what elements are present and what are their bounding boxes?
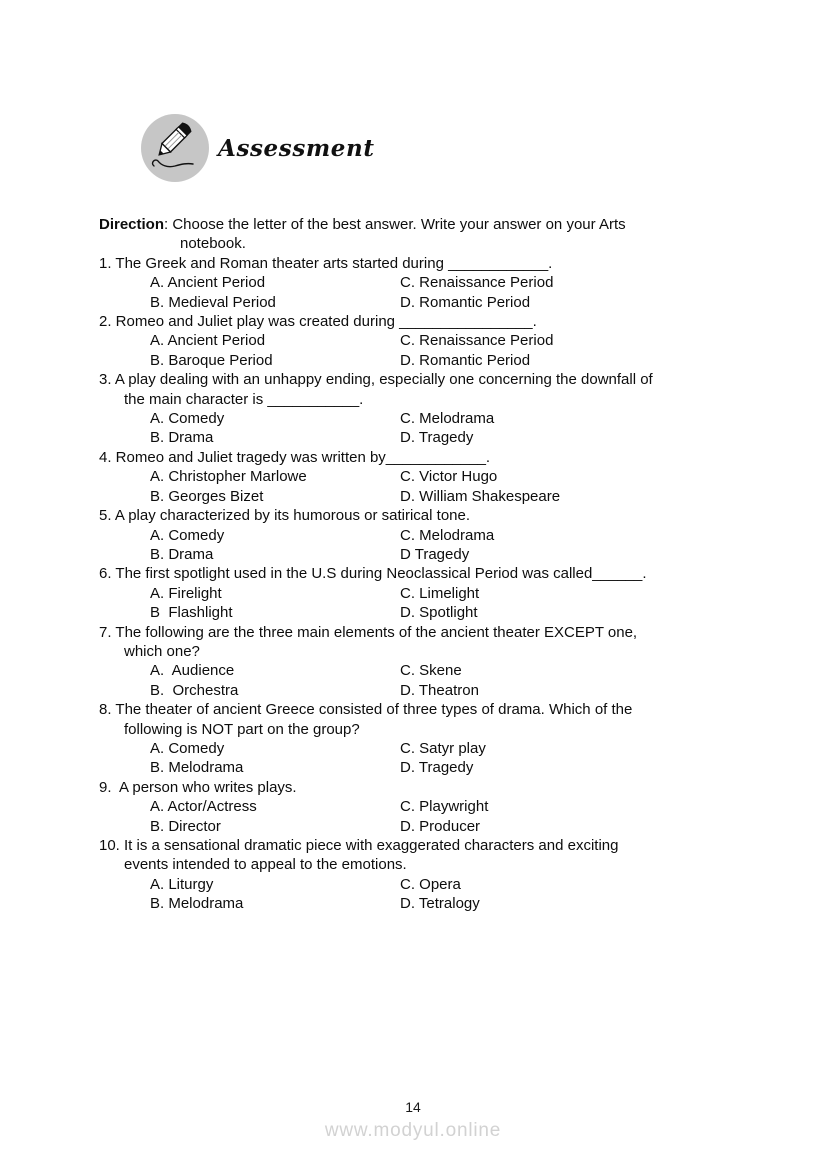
question-9-option-d: D. Producer [400,817,481,835]
question-3-option-c: C. Melodrama [400,410,495,428]
question-1-option-row-1 [99,273,759,292]
question-7-text: 7. The following are the three main elements of the ancient theater EXCEPT one, [99,623,638,641]
question-2-option-row-1 [99,331,759,350]
question-9 [99,778,759,836]
question-8-text-cont: following is NOT part on the group? [124,720,360,738]
question-4-option-row-2 [99,487,759,506]
question-10-option-d: D. Tetralogy [400,895,480,913]
question-10-option-c: C. Opera [400,875,461,893]
question-8-option-b: B. Melodrama [150,759,244,777]
question-2 [99,312,759,370]
question-8 [99,700,759,778]
question-9-option-c: C. Playwright [400,798,489,816]
question-4-option-b: B. Georges Bizet [150,487,264,505]
question-3-option-row-1 [99,409,759,428]
question-5-option-row-1 [99,526,759,545]
question-3-option-a: A. Comedy [150,410,225,428]
question-2-text: 2. Romeo and Juliet play was created during ________________. [99,313,537,331]
direction-text: : Choose the letter of the best answer. Write your answer on your Arts [164,216,626,233]
question-8-text: 8. The theater of ancient Greece consisted of three types of drama. Which of the [99,701,633,719]
question-6-option-a: A. Firelight [150,584,222,602]
question-7-option-c: C. Skene [400,662,462,680]
question-10-option-b: B. Melodrama [150,895,244,913]
question-8-option-row-1 [99,739,759,758]
question-7 [99,623,759,701]
question-5 [99,506,759,564]
question-4 [99,448,759,506]
question-3-option-d: D. Tragedy [400,429,474,447]
direction-label: Direction [99,216,165,233]
question-2-option-c: C. Renaissance Period [400,332,554,350]
assessment-header [141,114,375,182]
question-4-text: 4. Romeo and Juliet tragedy was written by____________. [99,448,491,466]
page-number: 14 [405,1099,421,1115]
question-8-option-row-2 [99,758,759,777]
question-10 [99,836,759,914]
direction-line [99,215,759,234]
question-5-option-a: A. Comedy [150,526,225,544]
question-6-option-d: D. Spotlight [400,604,478,622]
question-7-text-cont: which one? [124,642,200,660]
question-7-option-d: D. Theatron [400,681,479,699]
question-3-option-b: B. Drama [150,429,214,447]
question-4-option-d: D. William Shakespeare [400,487,561,505]
question-7-option-row-1 [99,661,759,680]
question-10-option-row-2 [99,894,759,913]
question-3 [99,370,759,448]
question-6-option-c: C. Limelight [400,584,480,602]
question-3-text-cont: the main character is ___________. [124,390,364,408]
question-1-option-c: C. Renaissance Period [400,274,554,292]
question-4-option-a: A. Christopher Marlowe [150,468,307,486]
question-10-text-cont: events intended to appeal to the emotions. [124,856,407,874]
question-3-option-row-2 [99,428,759,447]
question-1-text: 1. The Greek and Roman theater arts started during ____________. [99,254,553,272]
question-3-text: 3. A play dealing with an unhappy ending, especially one concerning the downfall of [99,371,653,389]
question-9-option-row-2 [99,817,759,836]
question-8-option-a: A. Comedy [150,739,225,757]
question-1-option-d: D. Romantic Period [400,293,531,311]
questions-list [99,254,759,914]
quiz-content [99,215,759,914]
question-10-text: 10. It is a sensational dramatic piece with exaggerated characters and exciting [99,837,619,854]
question-1 [99,254,759,312]
watermark: www.modyul.online [324,1120,502,1141]
question-6-option-b: B Flashlight [150,604,233,622]
question-10-option-a: A. Liturgy [150,875,214,893]
question-5-text: 5. A play characterized by its humorous or satirical tone. [99,507,471,525]
question-9-option-row-1 [99,797,759,816]
question-2-option-a: A. Ancient Period [150,332,266,350]
question-9-option-a: A. Actor/Actress [150,798,257,816]
question-5-option-row-2 [99,545,759,564]
question-8-option-c: C. Satyr play [400,739,486,757]
question-1-option-b: B. Medieval Period [150,293,276,311]
question-1-option-row-2 [99,293,759,312]
question-8-option-d: D. Tragedy [400,759,474,777]
question-2-option-row-2 [99,351,759,370]
question-6-option-row-1 [99,584,759,603]
question-6-text: 6. The first spotlight used in the U.S during Neoclassical Period was called______. [99,565,647,583]
question-5-option-c: C. Melodrama [400,526,495,544]
question-5-option-d: D Tragedy [400,545,470,563]
direction-line2: notebook. [180,235,246,253]
question-4-option-row-1 [99,467,759,486]
question-2-option-d: D. Romantic Period [400,351,531,369]
pencil-icon [141,114,209,182]
question-1-option-a: A. Ancient Period [150,274,266,292]
page-title: Assessment [218,134,375,162]
question-6 [99,564,759,622]
question-7-option-b: B. Orchestra [150,681,239,699]
question-9-text: 9. A person who writes plays. [99,778,297,796]
question-2-option-b: B. Baroque Period [150,351,273,369]
question-5-option-b: B. Drama [150,545,214,563]
question-7-option-row-2 [99,681,759,700]
question-7-option-a: A. Audience [150,662,235,680]
question-4-option-c: C. Victor Hugo [400,468,498,486]
question-6-option-row-2 [99,603,759,622]
question-9-option-b: B. Director [150,817,221,835]
question-10-option-row-1 [99,875,759,894]
